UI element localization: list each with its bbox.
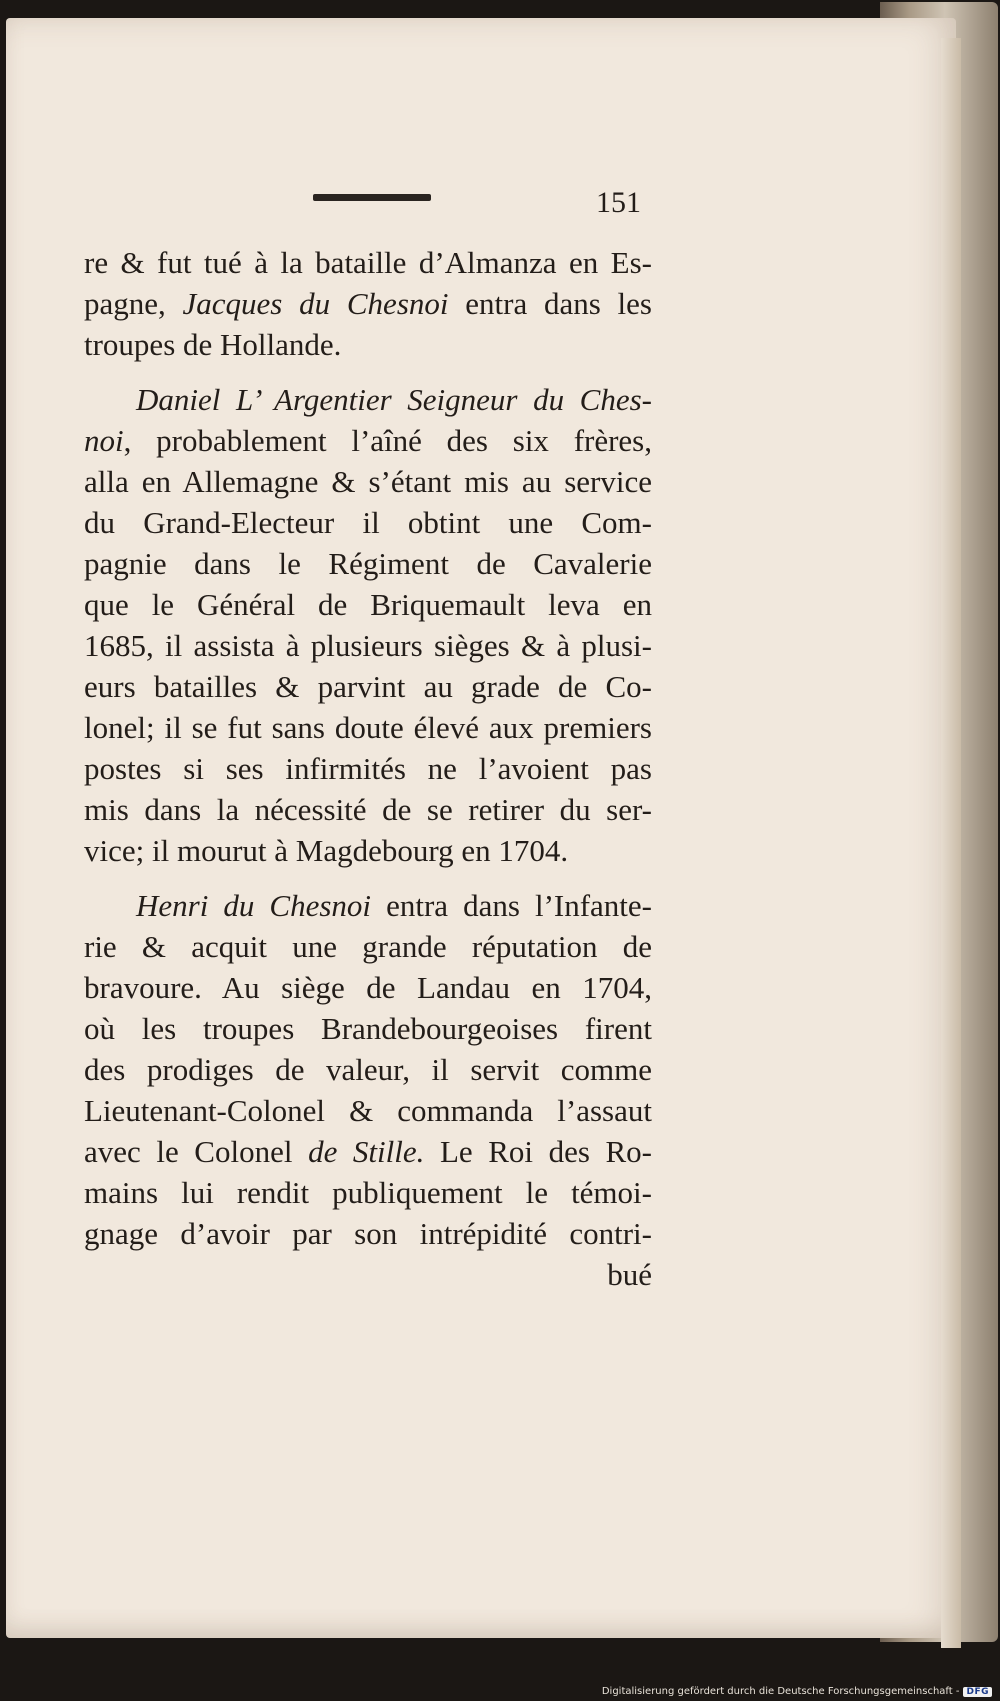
- text-line: noi, probablement l’aîné des six frères,: [84, 423, 652, 458]
- text-line: avec le Colonel de Stille. Le Roi des Ro-: [84, 1134, 653, 1169]
- text-line: Henri du Chesnoi entra dans l’Infante-: [136, 888, 652, 923]
- catchword: bué: [607, 1257, 652, 1292]
- text-line: lonel; il se fut sans doute élevé aux premiers: [84, 710, 652, 745]
- page-text: [84, 242, 652, 1295]
- text-line: mains lui rendit publiquement le témoi-: [84, 1175, 652, 1210]
- text-line: des prodiges de valeur, il servit comme: [84, 1052, 652, 1087]
- text-line: gnage d’avoir par son intrépidité contri-: [84, 1216, 652, 1251]
- text-line: que le Général de Briquemault leva en: [84, 587, 652, 622]
- text-line: eurs batailles & parvint au grade de Co-: [84, 669, 652, 704]
- text-line: mis dans la nécessité de se retirer du ser-: [84, 792, 652, 827]
- credit-text: Digitalisierung gefördert durch die Deutsche Forschungsgemeinschaft -: [601, 1686, 960, 1697]
- text-line: pagne, Jacques du Chesnoi entra dans les: [84, 286, 652, 321]
- header-rule: [313, 194, 431, 201]
- page-number: 151: [596, 186, 641, 219]
- digitization-credit: [602, 1686, 992, 1697]
- text-line: rie & acquit une grande réputation de: [84, 929, 652, 964]
- text-line: du Grand-Electeur il obtint une Com-: [84, 505, 652, 540]
- text-line: pagnie dans le Régiment de Cavalerie: [84, 546, 652, 581]
- page-inner-edge: [941, 38, 961, 1648]
- text-line: Daniel L’ Argentier Seigneur du Ches-: [136, 382, 652, 417]
- dfg-logo: DFG: [963, 1687, 992, 1697]
- text-line: vice; il mourut à Magdebourg en 1704.: [84, 833, 569, 868]
- text-line: où les troupes Brandebourgeoises firent: [84, 1011, 652, 1046]
- text-line: re & fut tué à la bataille d’Almanza en Es-: [84, 245, 652, 280]
- text-line: 1685, il assista à plusieurs sièges & à plusi-: [84, 628, 652, 663]
- text-line: postes si ses infirmités ne l’avoient pas: [84, 751, 652, 786]
- text-line: troupes de Hollande.: [84, 327, 342, 362]
- text-line: Lieutenant-Colonel & commanda l’assaut: [84, 1093, 652, 1128]
- text-line: bravoure. Au siège de Landau en 1704,: [84, 970, 652, 1005]
- text-line: alla en Allemagne & s’étant mis au service: [84, 464, 652, 499]
